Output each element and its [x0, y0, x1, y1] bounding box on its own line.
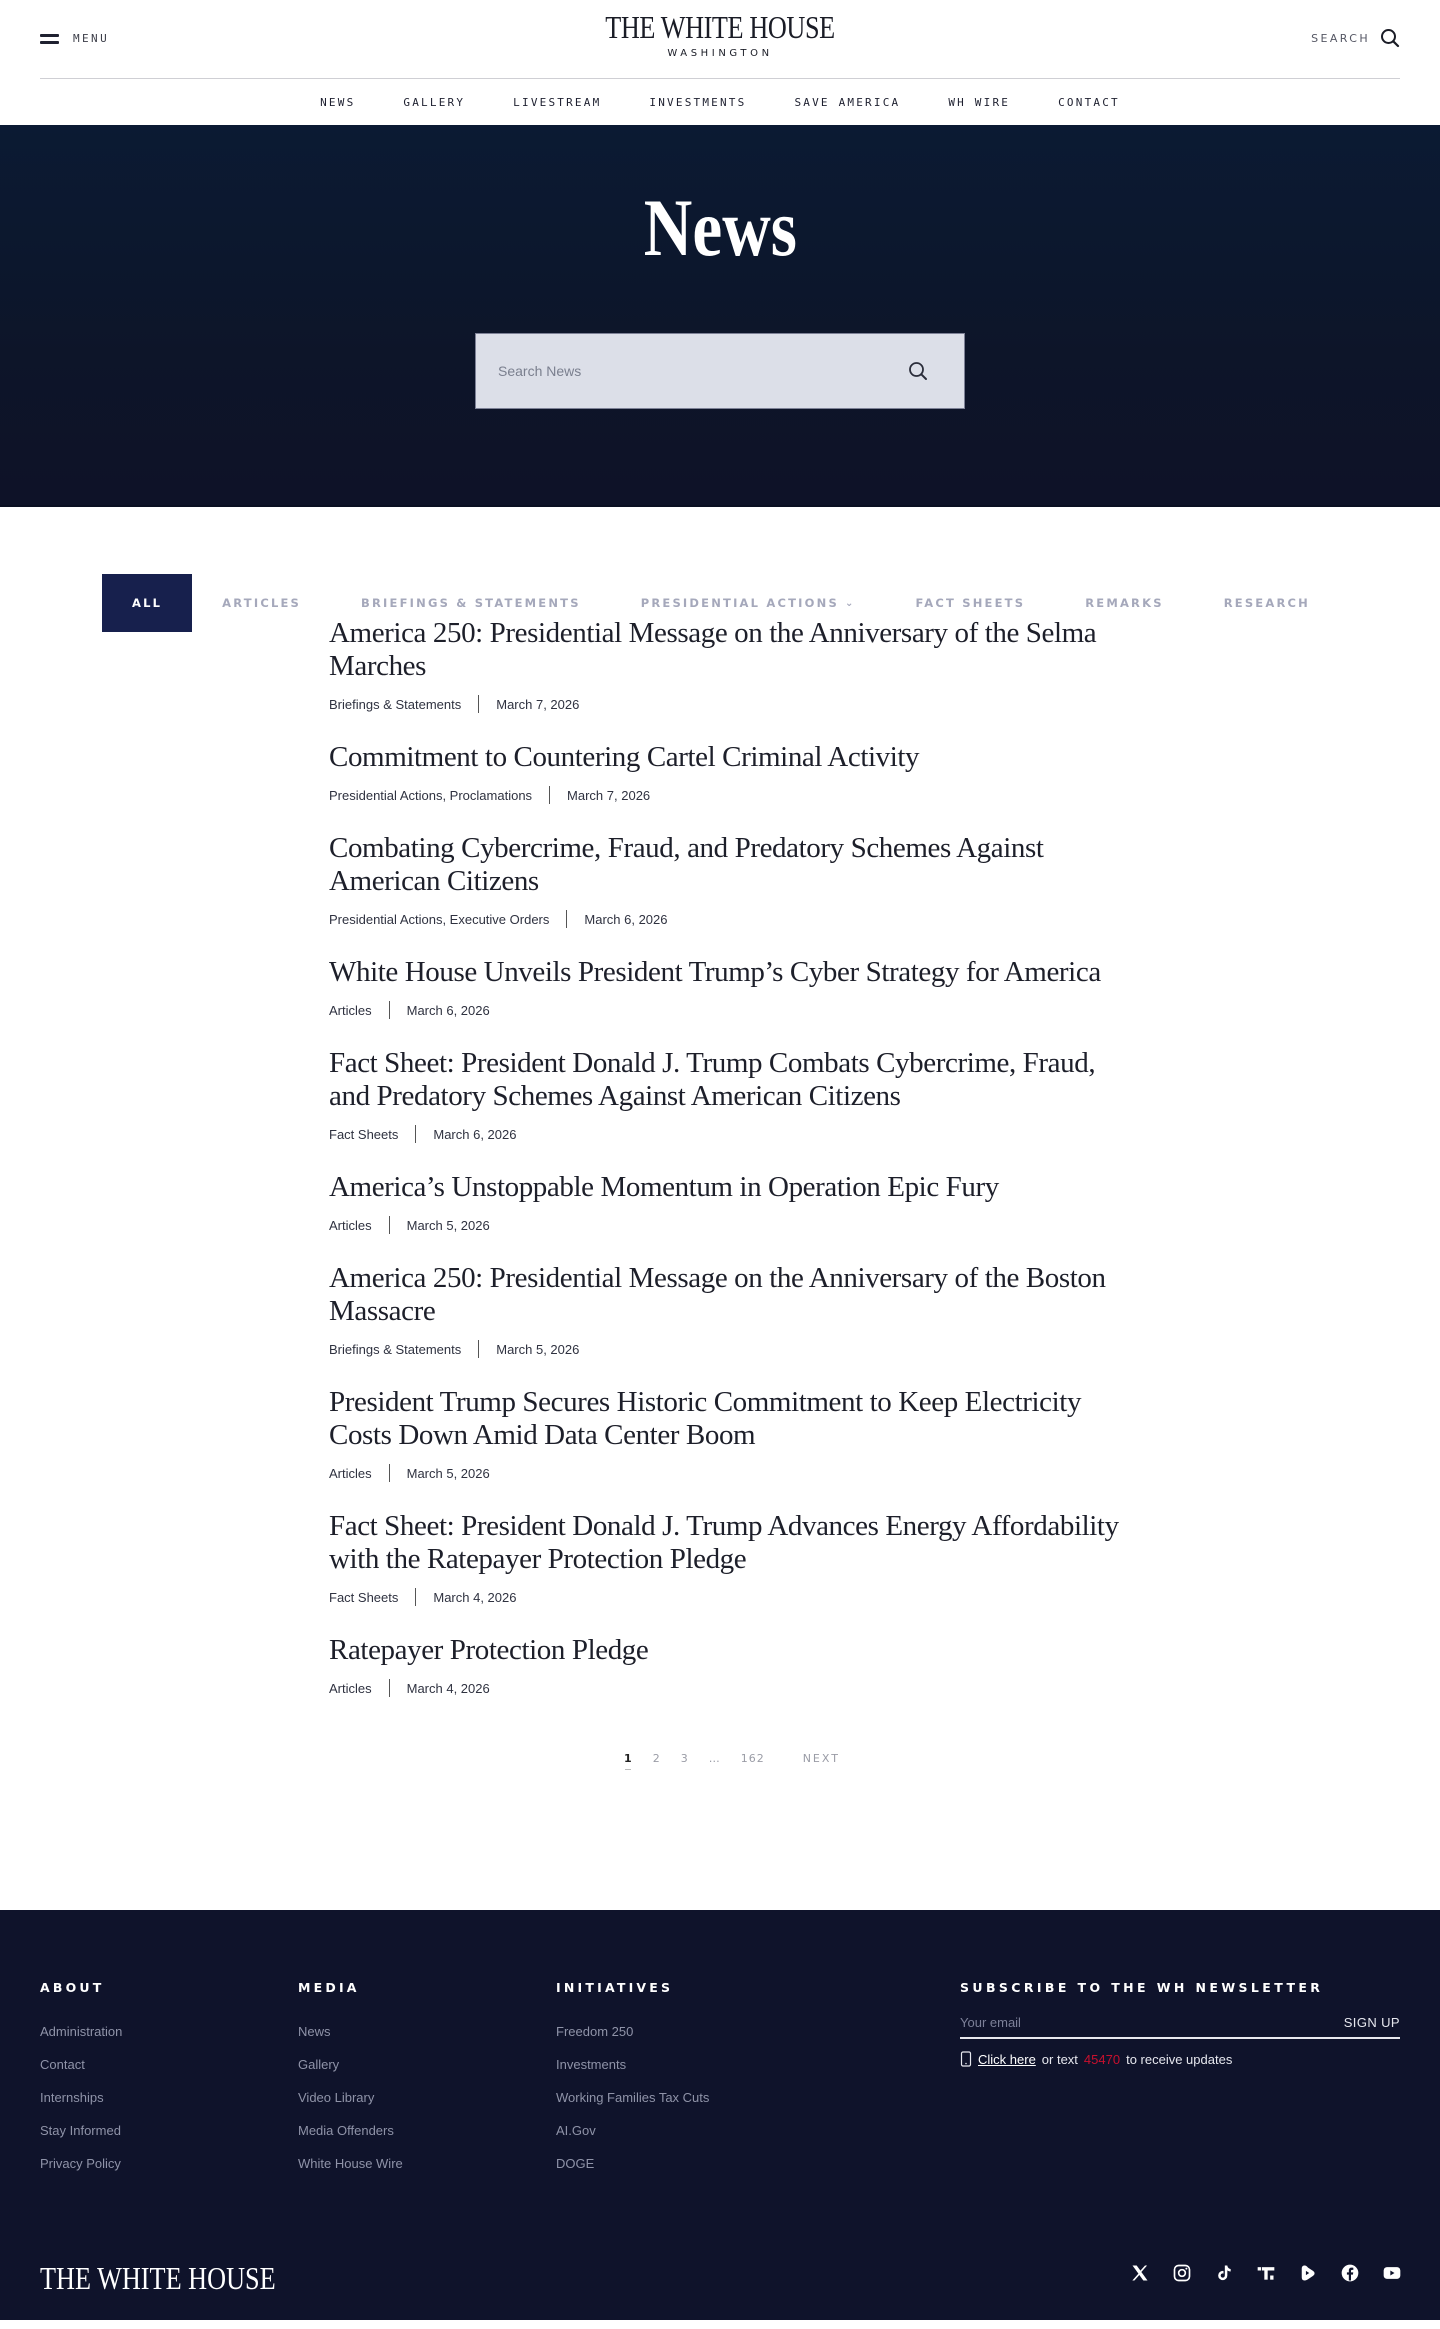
news-title-link[interactable]: America 250: Presidential Message on the Anniversary of the Selma Marches: [329, 617, 1097, 682]
news-meta: [329, 786, 1129, 804]
tab-all[interactable]: ALL: [102, 574, 192, 632]
newsletter-email-input[interactable]: [960, 2015, 1344, 2030]
news-item: [329, 1386, 1129, 1482]
site-logo[interactable]: [580, 10, 860, 59]
email-row: [960, 2011, 1400, 2039]
tab-research[interactable]: RESEARCH: [1223, 596, 1310, 610]
news-date: March 5, 2026: [406, 1217, 490, 1233]
news-title-link[interactable]: White House Unveils President Trump’s Cyber Strategy for America: [329, 956, 1101, 988]
news-category[interactable]: Presidential Actions, Executive Orders: [329, 911, 550, 927]
footer-link-doge[interactable]: DOGE: [556, 2156, 595, 2171]
youtube-icon: [1382, 2263, 1402, 2283]
page-ellipsis: …: [708, 1752, 721, 1765]
meta-divider: [389, 1464, 390, 1482]
news-item: [329, 956, 1129, 1019]
footer-link-media-offenders[interactable]: Media Offenders: [298, 2123, 394, 2138]
page-3[interactable]: 3: [680, 1752, 689, 1765]
truth-social-icon: [1256, 2263, 1276, 2283]
news-category[interactable]: Articles: [329, 1465, 372, 1481]
news-item: [329, 1171, 1129, 1234]
main-nav: [0, 79, 1440, 125]
footer-link-ai-gov[interactable]: AI.Gov: [556, 2123, 596, 2138]
news-date: March 7, 2026: [567, 787, 651, 803]
page-last[interactable]: 162: [740, 1752, 765, 1765]
next-page-button[interactable]: NEXT: [802, 1752, 840, 1765]
tab-briefings-statements[interactable]: BRIEFINGS & STATEMENTS: [361, 596, 581, 610]
news-item: [329, 1047, 1129, 1143]
footer-col-about: [40, 1980, 122, 2180]
footer-col-media: [298, 1980, 403, 2180]
news-meta: [329, 1464, 1129, 1482]
instagram-link[interactable]: [1171, 2262, 1192, 2283]
footer-link-news[interactable]: News: [298, 2024, 331, 2039]
nav-investments[interactable]: INVESTMENTS: [649, 95, 747, 109]
footer-link-white-house-wire[interactable]: White House Wire: [298, 2156, 403, 2171]
news-item: [329, 741, 1129, 804]
footer-link-gallery[interactable]: Gallery: [298, 2057, 340, 2072]
tab-remarks[interactable]: REMARKS: [1085, 596, 1164, 610]
news-meta: [329, 910, 1129, 928]
news-list: [329, 507, 1129, 1697]
news-date: March 4, 2026: [406, 1680, 490, 1696]
news-search-submit[interactable]: [904, 357, 932, 385]
pagination: [12, 1752, 1440, 1792]
meta-divider: [478, 1340, 479, 1358]
nav-gallery[interactable]: GALLERY: [403, 95, 466, 109]
page-1[interactable]: 1: [614, 1752, 643, 1765]
footer-link-investments[interactable]: Investments: [556, 2057, 627, 2072]
news-hero: [0, 125, 1440, 610]
search-icon: [908, 361, 928, 381]
sms-number: 45470: [1083, 2051, 1121, 2067]
sms-text-middle: or text: [1041, 2051, 1078, 2067]
footer-heading: MEDIA: [298, 1980, 360, 1995]
truth-social-link[interactable]: [1255, 2262, 1276, 2283]
footer-link-privacy-policy[interactable]: Privacy Policy: [40, 2156, 121, 2171]
footer-heading: INITIATIVES: [556, 1980, 674, 1995]
rumble-icon: [1298, 2263, 1318, 2283]
instagram-icon: [1172, 2263, 1192, 2283]
nav-wh-wire[interactable]: WH WIRE: [948, 95, 1011, 109]
footer-heading: ABOUT: [40, 1980, 105, 1995]
sms-click-here-link[interactable]: Click here: [978, 2051, 1036, 2067]
rumble-link[interactable]: [1297, 2262, 1318, 2283]
news-search-box: [475, 333, 965, 409]
news-title-link[interactable]: Combating Cybercrime, Fraud, and Predatory Schemes Against American Citizens: [329, 832, 1044, 897]
news-item: [329, 832, 1129, 928]
tab-fact-sheets[interactable]: FACT SHEETS: [915, 596, 1026, 610]
news-date: March 6, 2026: [433, 1126, 517, 1142]
news-title-link[interactable]: Ratepayer Protection Pledge: [329, 1634, 649, 1666]
nav-news[interactable]: NEWS: [320, 95, 356, 109]
meta-divider: [415, 1588, 416, 1606]
logo-subtitle: WASHINGTON: [667, 48, 773, 59]
news-title-link[interactable]: President Trump Secures Historic Commitment to Keep Electricity Costs Down Amid Data Center Boom: [329, 1386, 1082, 1451]
news-date: March 6, 2026: [406, 1002, 490, 1018]
news-category[interactable]: Articles: [329, 1680, 372, 1696]
site-header: [0, 0, 1440, 125]
news-category[interactable]: Briefings & Statements: [329, 1341, 462, 1357]
news-date: March 4, 2026: [433, 1589, 517, 1605]
news-meta: [329, 1588, 1129, 1606]
footer-link-contact[interactable]: Contact: [40, 2057, 85, 2072]
footer-link-stay-informed[interactable]: Stay Informed: [40, 2123, 121, 2138]
news-meta: [329, 1679, 1129, 1697]
news-category[interactable]: Articles: [329, 1002, 372, 1018]
footer-logo[interactable]: THE WHITE HOUSE: [40, 2260, 276, 2296]
news-category[interactable]: Presidential Actions, Proclamations: [329, 787, 533, 803]
news-meta: [329, 1340, 1129, 1358]
page-title: News: [643, 182, 797, 273]
newsletter-heading: SUBSCRIBE TO THE WH NEWSLETTER: [960, 1980, 1324, 1995]
phone-icon: [960, 2051, 972, 2067]
footer-link-administration[interactable]: Administration: [40, 2024, 123, 2039]
youtube-link[interactable]: [1381, 2262, 1402, 2283]
footer-col-initiatives: [556, 1980, 709, 2180]
footer-link-working-families-tax-cuts[interactable]: Working Families Tax Cuts: [556, 2090, 710, 2105]
news-title-link[interactable]: America’s Unstoppable Momentum in Operation Epic Fury: [329, 1171, 999, 1203]
x-link[interactable]: [1129, 2262, 1150, 2283]
search-icon: [1380, 28, 1400, 48]
news-title-link[interactable]: Fact Sheet: President Donald J. Trump Advances Energy Affordability with the Ratepayer Protection Pledge: [329, 1510, 1119, 1575]
meta-divider: [549, 786, 550, 804]
header-search-button[interactable]: [1311, 28, 1400, 48]
tab-presidential-actions-label: PRESIDENTIAL ACTIONS: [640, 596, 839, 610]
menu-button[interactable]: [40, 32, 109, 45]
news-category[interactable]: Fact Sheets: [329, 1589, 399, 1605]
news-title-link[interactable]: Commitment to Countering Cartel Criminal Activity: [329, 741, 920, 773]
signup-button[interactable]: SIGN UP: [1343, 2014, 1400, 2030]
hamburger-icon: [40, 34, 59, 44]
sms-text-suffix: to receive updates: [1126, 2051, 1233, 2067]
meta-divider: [389, 1679, 390, 1697]
news-title-link[interactable]: Fact Sheet: President Donald J. Trump Combats Cybercrime, Fraud, and Predatory Schemes Against American Citizens: [329, 1047, 1096, 1112]
header-top-bar: [40, 0, 1400, 79]
news-category[interactable]: Fact Sheets: [329, 1126, 399, 1142]
nav-contact[interactable]: CONTACT: [1058, 95, 1120, 109]
meta-divider: [389, 1001, 390, 1019]
news-date: March 7, 2026: [496, 696, 580, 712]
news-item: [329, 1262, 1129, 1358]
newsletter-signup: [960, 1980, 1400, 2067]
news-category[interactable]: Articles: [329, 1217, 372, 1233]
tiktok-link[interactable]: [1213, 2262, 1234, 2283]
news-category[interactable]: Briefings & Statements: [329, 696, 462, 712]
tab-articles[interactable]: ARTICLES: [222, 596, 302, 610]
meta-divider: [478, 695, 479, 713]
news-date: March 5, 2026: [496, 1341, 580, 1357]
menu-label: MENU: [73, 32, 110, 45]
news-meta: [329, 1001, 1129, 1019]
news-item: [329, 1510, 1129, 1606]
footer-link-internships[interactable]: Internships: [40, 2090, 104, 2105]
tiktok-icon: [1214, 2263, 1234, 2283]
footer-link-freedom-250[interactable]: Freedom 250: [556, 2024, 634, 2039]
x-icon: [1130, 2263, 1150, 2283]
nav-livestream[interactable]: LIVESTREAM: [513, 95, 602, 109]
news-date: March 6, 2026: [584, 911, 668, 927]
social-links: [1129, 2262, 1402, 2283]
meta-divider: [415, 1125, 416, 1143]
footer-link-video-library[interactable]: Video Library: [298, 2090, 375, 2105]
news-item: [329, 617, 1129, 713]
news-meta: [329, 695, 1129, 713]
news-title-link[interactable]: America 250: Presidential Message on the Anniversary of the Boston Massacre: [329, 1262, 1106, 1327]
facebook-icon: [1340, 2263, 1360, 2283]
facebook-link[interactable]: [1339, 2262, 1360, 2283]
news-date: March 5, 2026: [406, 1465, 490, 1481]
logo-title: THE WHITE HOUSE: [605, 9, 835, 45]
news-item: [329, 1634, 1129, 1697]
nav-save-america[interactable]: SAVE AMERICA: [794, 95, 901, 109]
page-2[interactable]: 2: [652, 1752, 661, 1765]
meta-divider: [566, 910, 567, 928]
site-footer: [0, 1910, 1440, 2320]
news-meta: [329, 1125, 1129, 1143]
chevron-down-icon: ⌄: [844, 597, 856, 609]
news-search-input[interactable]: [498, 363, 904, 379]
search-label: SEARCH: [1311, 31, 1370, 45]
news-meta: [329, 1216, 1129, 1234]
meta-divider: [389, 1216, 390, 1234]
sms-signup-row: [960, 2051, 1400, 2067]
